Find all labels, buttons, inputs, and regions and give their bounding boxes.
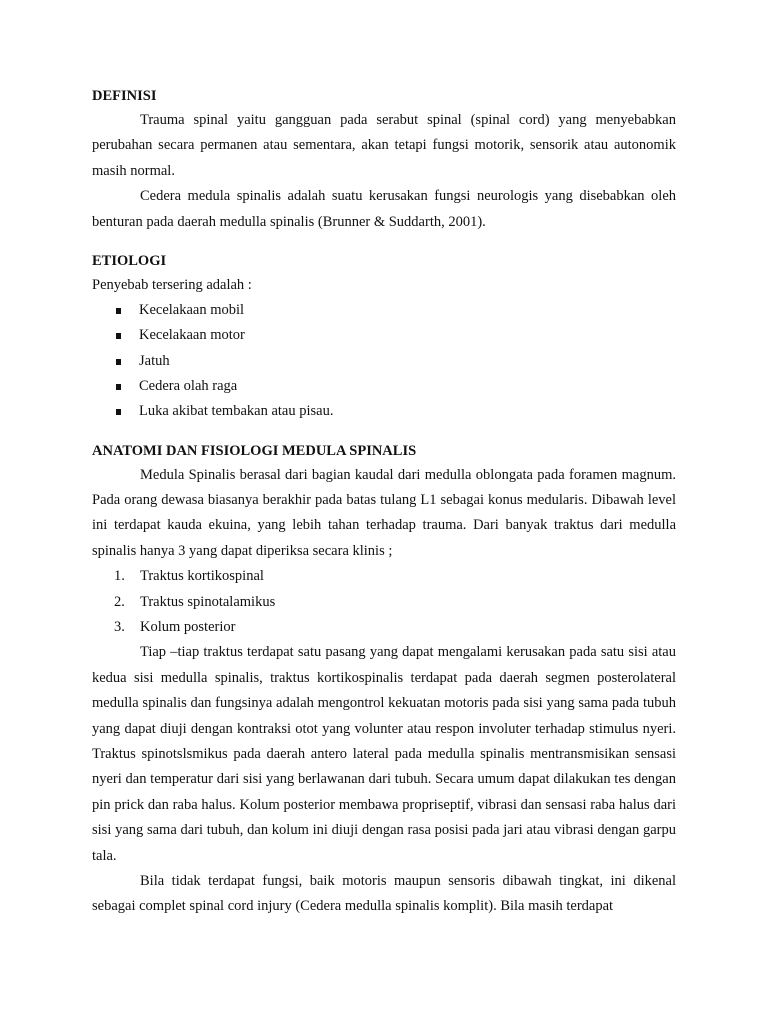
anatomi-numbered-list	[92, 564, 676, 640]
list-item-text: Kecelakaan mobil	[139, 302, 245, 319]
definisi-paragraph-2: Cedera medula spinalis adalah suatu kerusakan fungsi neurologis yang disebabkan oleh benturan pada daerah medulla spinalis (Brunner & Suddarth, 2001).	[92, 188, 676, 230]
anatomi-paragraph-2: Tiap –tiap traktus terdapat satu pasang yang dapat mengalami kerusakan pada satu sisi atau kedua sisi medulla spinalis, traktus kortikospinalis terdapat pada daerah segmen posterolateral medulla spinalis dan fungsinya adalah mengontrol kekuatan motoris pada sisi yang sama pada tubuh yang dapat diuji dengan kontraksi otot yang volunter atau respon involuter terhadap stimulus nyeri. Traktus spinotslsmikus pada daerah antero lateral pada medulla spinalis mentransmisikan sensasi nyeri dan temperatur dari sisi yang berlawanan dari tubuh. Secara umum dapat dilakukan tes dengan pin prick dan raba halus. Kolum posterior membawa propriseptif, vibrasi dan sensasi raba halus dari sisi yang sama dari tubuh, dan kolum ini diuji dengan rasa posisi pada jari atau vibrasi dengan garpu tala.	[92, 644, 676, 864]
list-item-text: Kecelakaan motor	[139, 327, 245, 344]
square-bullet-icon	[116, 409, 121, 415]
section-heading-anatomi: ANATOMI DAN FISIOLOGI MEDULA SPINALIS	[92, 442, 417, 459]
etiologi-intro: Penyebab tersering adalah :	[92, 277, 252, 294]
list-item	[92, 323, 676, 348]
list-item	[92, 399, 676, 424]
square-bullet-icon	[116, 384, 121, 390]
list-item-text: Traktus spinotalamikus	[140, 593, 276, 610]
square-bullet-icon	[116, 333, 121, 339]
document-page	[92, 84, 676, 920]
anatomi-paragraph-1: Medula Spinalis berasal dari bagian kaudal dari medulla oblongata pada foramen magnum. Pada orang dewasa biasanya berakhir pada batas tulang L1 sebagai konus medularis. Dibawah level ini terdapat kauda ekuina, yang lebih tahan terhadap trauma. Dari banyak traktus dari medulla spinalis hanya 3 yang dapat diperiksa secara klinis ;	[92, 466, 676, 559]
list-number: 2.	[114, 593, 125, 610]
section-spacer	[92, 425, 676, 439]
list-item-text: Luka akibat tembakan atau pisau.	[139, 403, 334, 420]
etiologi-bullet-list	[92, 298, 676, 424]
square-bullet-icon	[116, 359, 121, 365]
section-heading-definisi: DEFINISI	[92, 88, 157, 104]
list-item	[92, 349, 676, 374]
list-item	[92, 590, 676, 615]
list-item-text: Cedera olah raga	[139, 377, 238, 394]
list-item	[92, 615, 676, 640]
list-number: 1.	[114, 568, 125, 585]
list-item-text: Kolum posterior	[140, 618, 236, 635]
anatomi-paragraph-3: Bila tidak terdapat fungsi, baik motoris maupun sensoris dibawah tingkat, ini dikenal sebagai complet spinal cord injury (Cedera medulla spinalis komplit). Bila masih terdapat	[92, 873, 676, 915]
list-item-text: Traktus kortikospinal	[140, 568, 264, 585]
list-item	[92, 374, 676, 399]
section-heading-etiologi: ETIOLOGI	[92, 253, 167, 270]
list-item-text: Jatuh	[139, 352, 170, 369]
definisi-paragraph-1: Trauma spinal yaitu gangguan pada serabut spinal (spinal cord) yang menyebabkan perubahan secara permanen atau sementara, akan tetapi fungsi motorik, sensorik atau autonomik masih normal.	[92, 112, 676, 179]
square-bullet-icon	[116, 308, 121, 314]
section-spacer	[92, 235, 676, 249]
list-item	[92, 298, 676, 323]
list-number: 3.	[114, 618, 125, 635]
list-item	[92, 564, 676, 589]
